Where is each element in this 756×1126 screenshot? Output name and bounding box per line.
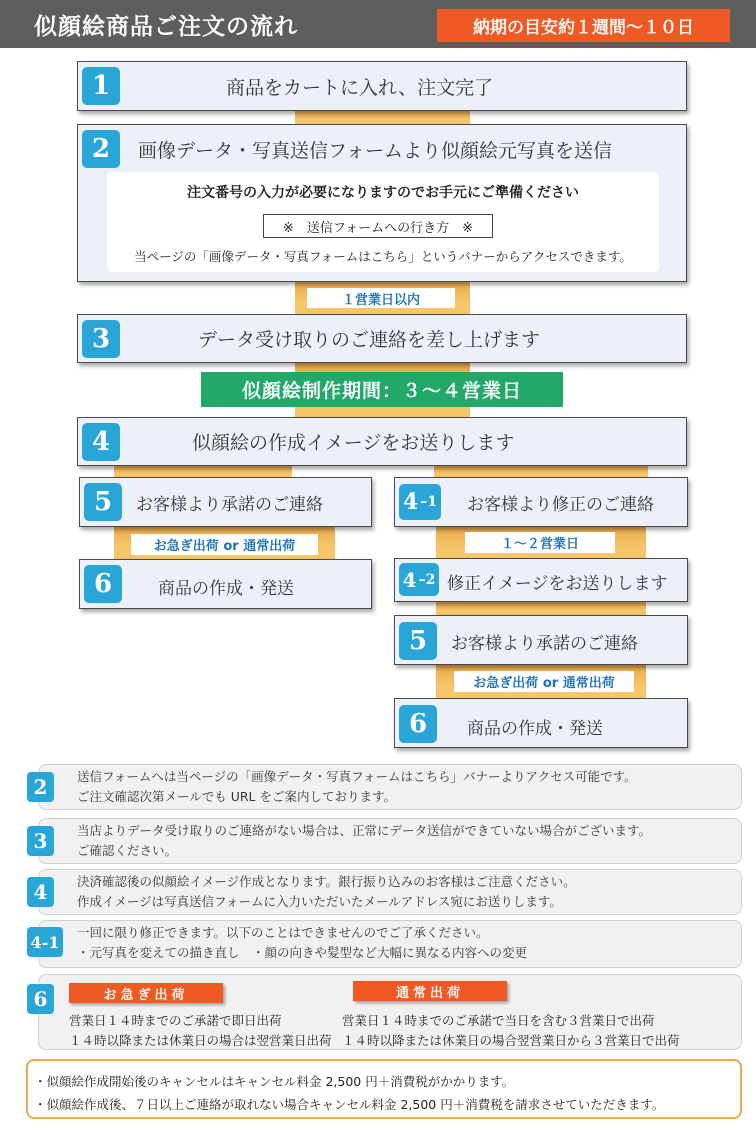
note-step-2 [33, 764, 742, 810]
within-1-business-day-label: １営業日以内 [307, 288, 455, 308]
normal-line-1: 営業日１４時までのご承諾で当日を含む３営業日で出荷 [342, 1013, 655, 1028]
note-number-badge: 6 [27, 984, 54, 1014]
step-number-badge: 6 [84, 565, 122, 603]
step-2-box [77, 124, 687, 282]
step-2-text: 画像データ・写真送信フォームより似顔絵元写真を送信 [138, 140, 613, 162]
step-number: 4 [402, 489, 419, 515]
step-3-box [77, 314, 687, 363]
note-line-2: ご注文確認次第メールでも URL をご案内しております。 [77, 789, 396, 804]
express-shipping-tag: お急ぎ出荷 [69, 983, 223, 1003]
note-number-badge: 4-1 [27, 927, 63, 957]
form-access-howto-box[interactable]: ※ 送信フォームへの行き方 ※ [263, 214, 493, 238]
right-step-6-text: 商品の作成・発送 [467, 719, 603, 739]
note-line-1: 決済確認後の似顔絵イメージ作成となります。銀行振り込みのお客様はご注意ください。 [77, 874, 576, 889]
step-3-text: データ受け取りのご連絡を差し上げます [198, 329, 541, 351]
step-number: 4 [402, 567, 417, 592]
step-2-info-card [107, 172, 659, 272]
note-step-6-shipping [33, 974, 742, 1050]
note-step-4 [33, 869, 742, 915]
right-step-4-2-box [394, 558, 688, 602]
right-step-6-box [394, 698, 688, 748]
step-4-text: 似顔絵の作成イメージをお送りします [192, 432, 515, 454]
cancellation-line-2: ・似顔絵作成後、７日以上ご連絡が取れない場合キャンセル料金 2,500 円＋消費税を請求させていただきます。 [34, 1097, 665, 1112]
express-line-1: 営業日１４時までのご承諾で即日出荷 [69, 1013, 282, 1028]
note-line-1: 一回に限り修正できます。以下のことはできませんのでご了承ください。 [77, 925, 489, 940]
cancellation-line-1: ・似顔絵作成開始後のキャンセルはキャンセル料金 2,500 円＋消費税がかかります。 [34, 1074, 515, 1089]
step-1-box [77, 61, 687, 111]
delivery-estimate-badge: 納期の目安約１週間〜１０日 [437, 9, 730, 42]
right-step-4-2-text: 修正イメージをお送りします [447, 574, 668, 594]
note-line-1: 送信フォームへは当ページの「画像データ・写真フォームはこちら」バナーよりアクセス可能です。 [77, 769, 637, 784]
step-4-box [77, 417, 687, 466]
left-step-6-text: 商品の作成・発送 [158, 579, 294, 599]
production-period-banner: 似顔絵制作期間：３〜４営業日 [201, 372, 563, 407]
note-number-badge: 4 [27, 877, 54, 907]
order-number-notice: 注文番号の入力が必要になりますのでお手元にご準備ください [187, 185, 579, 201]
right-step-5-text: お客様より承諾のご連絡 [451, 634, 638, 654]
step-number-badge: 6 [399, 705, 437, 743]
note-number-badge: 2 [27, 772, 54, 802]
note-line-2: 作成イメージは写真送信フォームに入力いただいたメールアドレス宛にお送りします。 [77, 894, 562, 909]
right-shipping-choice-label: お急ぎ出荷 or 通常出荷 [454, 671, 634, 692]
banner-access-note: 当ページの「画像データ・写真フォームはこちら」というバナーからアクセスできます。 [134, 249, 632, 264]
step-number-badge: 5 [399, 622, 437, 660]
step-number-badge: 1 [82, 67, 120, 105]
left-step-5-box [79, 477, 372, 527]
step-number-badge: 3 [82, 320, 120, 358]
page-title: 似顔絵商品ご注文の流れ [34, 14, 298, 40]
step-number-badge [399, 484, 441, 520]
note-line-2: ご確認ください。 [77, 843, 178, 858]
note-line-1: 当店よりデータ受け取りのご連絡がない場合は、正常にデータ送信ができていない場合がございます。 [77, 823, 652, 838]
step-sub-number: –2 [418, 571, 436, 588]
right-step-4-1-text: お客様より修正のご連絡 [467, 495, 654, 515]
note-step-3 [33, 818, 742, 864]
one-to-two-days-label: １〜２営業日 [465, 532, 615, 553]
right-step-4-1-box [394, 477, 688, 527]
step-number-badge [399, 563, 439, 596]
cancellation-policy-box [26, 1059, 742, 1119]
step-number-badge: 4 [82, 423, 120, 461]
step-sub-number: –1 [420, 494, 438, 510]
step-number-badge: 2 [82, 130, 120, 168]
right-step-5-box [394, 615, 688, 665]
normal-shipping-tag: 通常出荷 [353, 981, 507, 1001]
normal-line-2: １４時以降または休業日の場合翌営業日から３営業日で出荷 [342, 1033, 680, 1048]
left-step-6-box [79, 559, 372, 609]
note-line-2: ・元写真を変えての描き直し ・顔の向きや髪型など大幅に異なる内容への変更 [77, 945, 528, 960]
step-number-badge: 5 [84, 483, 122, 521]
note-step-4-1 [30, 920, 742, 968]
note-number-badge: 3 [27, 826, 54, 856]
left-step-5-text: お客様より承諾のご連絡 [136, 495, 323, 515]
left-shipping-choice-label: お急ぎ出荷 or 通常出荷 [131, 534, 318, 555]
express-line-2: １４時以降または休業日の場合は翌営業日出荷 [69, 1033, 332, 1048]
step-1-text: 商品をカートに入れ、注文完了 [226, 77, 494, 99]
